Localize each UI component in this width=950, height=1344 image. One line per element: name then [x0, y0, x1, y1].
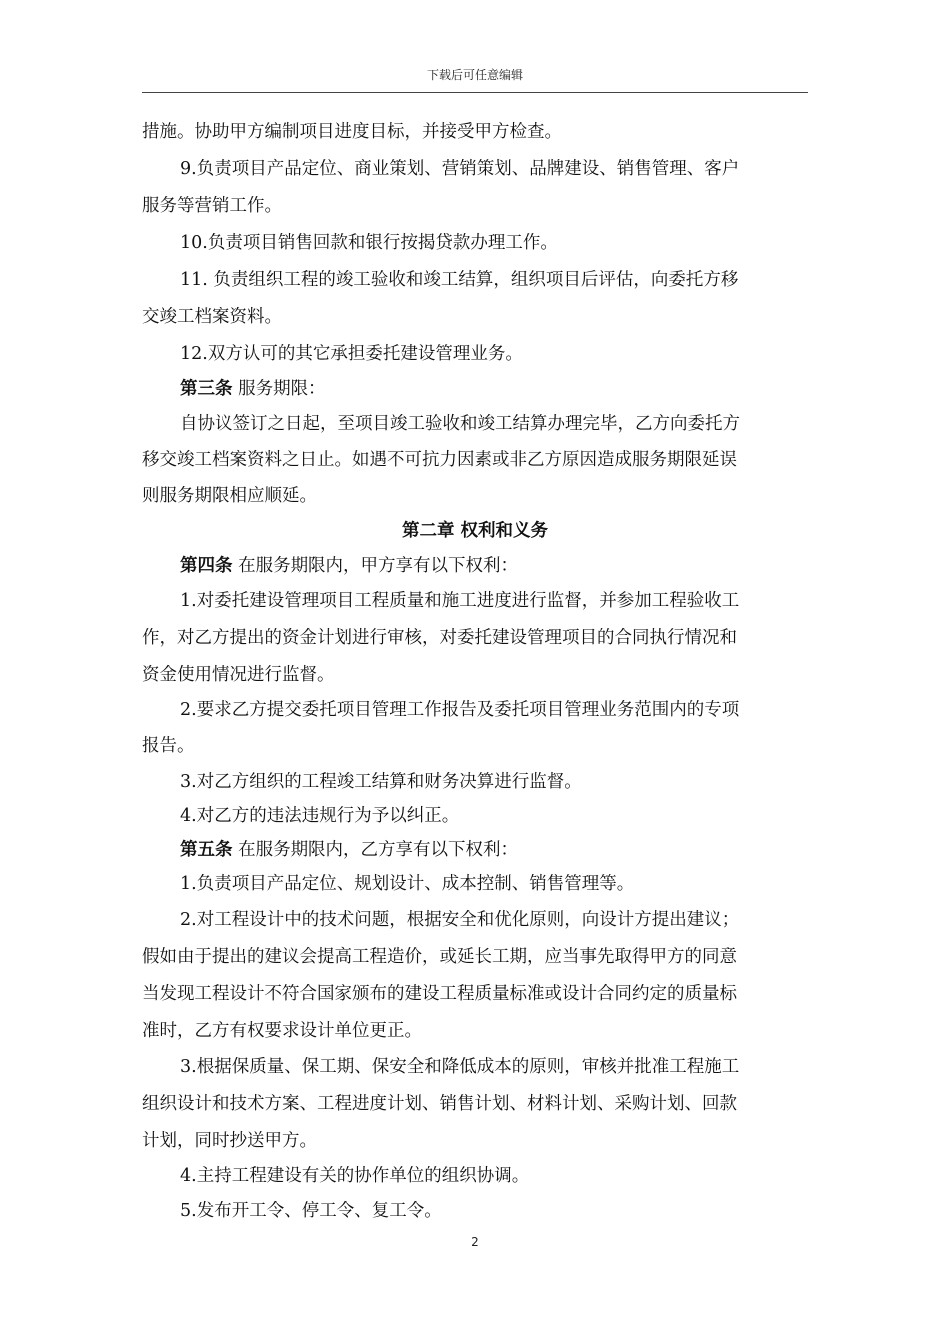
paragraph-line: 作，对乙方提出的资金计划进行审核，对委托建设管理项目的合同执行情况和	[142, 628, 737, 648]
paragraph-line: 3.对乙方组织的工程竣工结算和财务决算进行监督。	[180, 772, 582, 792]
paragraph-line: 3.根据保质量、保工期、保安全和降低成本的原则，审核并批准工程施工	[180, 1057, 740, 1077]
paragraph-line: 则服务期限相应顺延。	[142, 486, 317, 506]
paragraph-line: 1.负责项目产品定位、规划设计、成本控制、销售管理等。	[180, 874, 635, 894]
chapter-heading: 第二章 权利和义务	[401, 521, 549, 541]
article-number: 第五条	[180, 840, 233, 860]
article-title: 在服务期限内，甲方享有以下权利：	[232, 556, 519, 576]
article-number: 第三条	[180, 379, 233, 399]
article-title: 服务期限：	[232, 379, 326, 399]
paragraph-line: 2.要求乙方提交委托项目管理工作报告及委托项目管理业务范围内的专项	[180, 700, 740, 720]
page-number: 2	[471, 1235, 479, 1249]
paragraph-line: 自协议签订之日起，至项目竣工验收和竣工结算办理完毕，乙方向委托方	[180, 414, 740, 434]
article-heading	[180, 836, 846, 861]
paragraph-line: 移交竣工档案资料之日止。如遇不可抗力因素或非乙方原因造成服务期限延误	[142, 450, 737, 470]
paragraph-line: 组织设计和技术方案、工程进度计划、销售计划、材料计划、采购计划、回款	[142, 1094, 737, 1114]
paragraph-line: 计划，同时抄送甲方。	[142, 1131, 317, 1151]
paragraph-line: 2.对工程设计中的技术问题，根据安全和优化原则，向设计方提出建议；	[180, 910, 740, 930]
paragraph-line: 服务等营销工作。	[142, 196, 282, 216]
paragraph-line: 资金使用情况进行监督。	[142, 665, 335, 685]
article-heading	[180, 375, 846, 400]
page-header: 下载后可任意编辑	[426, 68, 523, 82]
paragraph-line: 11. 负责组织工程的竣工验收和竣工结算，组织项目后评估，向委托方移	[180, 270, 739, 290]
article-title: 在服务期限内，乙方享有以下权利：	[232, 840, 519, 860]
paragraph-line: 假如由于提出的建议会提高工程造价，或延长工期，应当事先取得甲方的同意	[142, 947, 737, 967]
paragraph-line: 5.发布开工令、停工令、复工令。	[180, 1201, 442, 1221]
paragraph-line: 交竣工档案资料。	[142, 307, 282, 327]
paragraph-line: 当发现工程设计不符合国家颁布的建设工程质量标准或设计合同约定的质量标	[142, 984, 737, 1004]
paragraph-line: 措施。协助甲方编制项目进度目标，并接受甲方检查。	[142, 122, 562, 142]
paragraph-line: 10.负责项目销售回款和银行按揭贷款办理工作。	[180, 233, 558, 253]
paragraph-line: 准时，乙方有权要求设计单位更正。	[142, 1021, 422, 1041]
paragraph-line: 1.对委托建设管理项目工程质量和施工进度进行监督，并参加工程验收工	[180, 591, 740, 611]
header-divider	[142, 92, 808, 93]
paragraph-line: 9.负责项目产品定位、商业策划、营销策划、品牌建设、销售管理、客户	[180, 159, 740, 179]
paragraph-line: 4.主持工程建设有关的协作单位的组织协调。	[180, 1166, 530, 1186]
article-number: 第四条	[180, 556, 233, 576]
paragraph-line: 4.对乙方的违法违规行为予以纠正。	[180, 806, 460, 826]
paragraph-line: 报告。	[142, 736, 195, 756]
article-heading	[180, 552, 846, 577]
paragraph-line: 12.双方认可的其它承担委托建设管理业务。	[180, 344, 523, 364]
